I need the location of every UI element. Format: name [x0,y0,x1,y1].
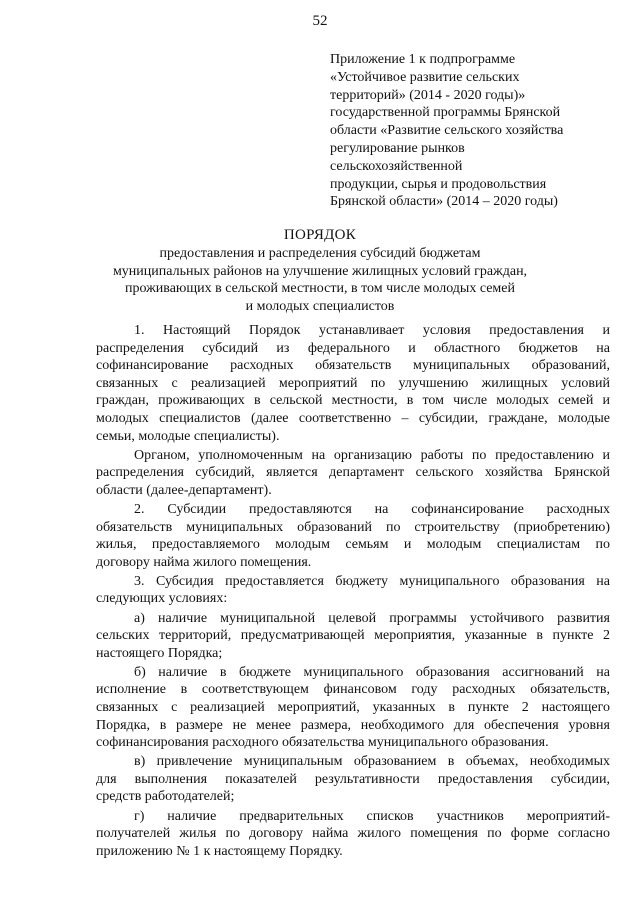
body-line: средств работодателей; [96,789,235,805]
appendix-note [330,51,620,211]
body-line: связанных с реализацией мероприятий, указанных в пункте 2 настоящего [96,699,610,715]
subtitle-line: муниципальных районов на улучшение жилищных условий граждан, [112,263,528,279]
body-line: приложению № 1 к настоящему Порядку. [96,843,343,859]
body-line: граждан, проживающих в сельской местности, в том числе молодых семей и [96,393,610,409]
body-line: связанных с реализацией мероприятий по улучшению жилищных условий [96,375,610,391]
body-line: исполнение в соответствующем финансовом году расходных обязательств, [96,682,610,698]
appendix-line: государственной программы Брянской [330,105,561,121]
document-subtitle [0,245,640,315]
body-paragraph [96,610,610,663]
body-line: распределения субсидий, является департамент сельского хозяйства Брянской [96,465,610,481]
appendix-line: территорий» (2014 - 2020 годы)» [330,87,526,103]
body-line: г) наличие предварительных списков участников мероприятий- [134,808,610,824]
body-paragraph [96,573,610,608]
body-line: 2. Субсидии предоставляются на софинансирование расходных [134,501,610,517]
body-line: 1. Настоящий Порядок устанавливает условия предоставления и [134,323,610,338]
body-line: Органом, уполномоченным на организацию работы по предоставлению и [134,447,610,463]
body-line: для выполнения показателей результативности предоставления субсидии, [96,771,610,787]
body-line: а) наличие муниципальной целевой программы устойчивого развития [134,610,610,626]
subtitle-line: проживающих в сельской местности, в том числе молодых семей [124,281,515,297]
body-line: обязательств муниципальных образований по строительству (приобретению) [96,519,610,535]
body-paragraph [96,808,610,861]
appendix-line: Брянской области» (2014 – 2020 годы) [330,194,558,210]
body-line: в) привлечение муниципальным образованием в объемах, необходимых [134,754,610,770]
document-title: ПОРЯДОК [283,227,357,243]
body-line: 3. Субсидия предоставляется бюджету муниципального образования на [134,573,610,589]
body-line: б) наличие в бюджете муниципального образования ассигнований на [134,664,610,680]
body-line: Порядка, в размере не менее размера, необходимого для обеспечения уровня [96,717,610,733]
appendix-line: области «Развитие сельского хозяйства [330,123,564,139]
body-paragraph [96,664,610,752]
body-line: области (далее-департамент). [96,482,272,498]
body-line: софинансирование расходных обязательств муниципальных образований, [96,358,610,374]
appendix-line: регулирование рынков [330,140,465,156]
document-body [96,322,610,862]
body-paragraph [96,501,610,571]
body-line: договору найма жилого помещения. [96,554,312,570]
subtitle-line: предоставления и распределения субсидий бюджетам [159,246,481,261]
body-line: жилья, предоставляемого молодым семьям и молодым специалистам по [96,537,610,553]
body-line: получателей жилья по договору найма жилого помещения по форме согласно [96,826,610,842]
appendix-line: Приложение 1 к подпрограмме [330,52,516,67]
appendix-line: сельскохозяйственной [330,158,463,174]
subtitle-line: и молодых специалистов [245,298,395,314]
body-line: настоящего Порядка; [96,645,223,661]
appendix-line: продукции, сырья и продовольствия [330,176,547,192]
body-paragraph [96,753,610,806]
body-line: семьи, молодые специалисты). [96,428,280,444]
body-line: софинансирования расходного обязательства муниципального образования. [96,735,549,751]
body-line: распределения субсидий из федерального и областного бюджетов на [96,340,610,356]
page-number: 52 [312,13,328,29]
body-line: молодых специалистов (далее соответственно – субсидии, граждане, молодые [96,410,610,426]
body-line: сельских территорий, предусматривающей мероприятия, указанные в пункте 2 [96,628,610,644]
body-paragraph [96,322,610,445]
body-paragraph [96,447,610,500]
body-line: следующих условиях: [96,591,228,607]
appendix-line: «Устойчивое развитие сельских [330,69,520,85]
